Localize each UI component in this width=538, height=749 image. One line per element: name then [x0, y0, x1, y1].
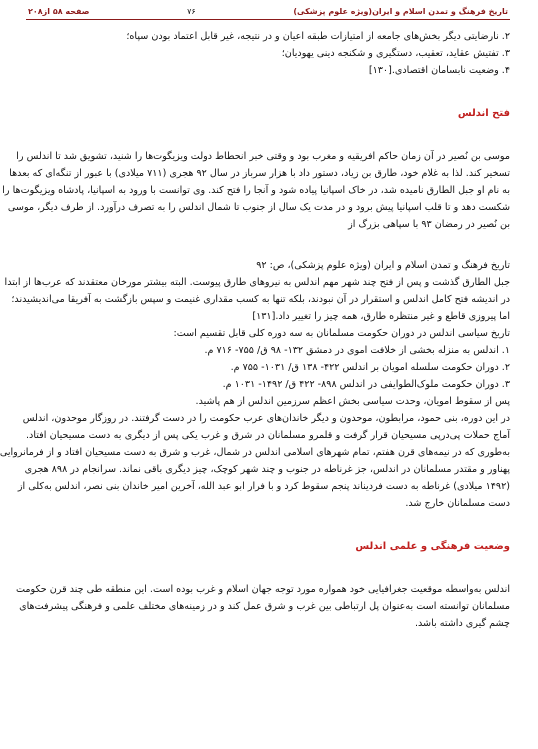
paragraph-line: جبل الطارق گذشت و پس از فتح چند شهر مهم اندلس به نیروهای طارق پیوست. البته بیشتر مورخان معتقدند که عرب‌ها از ابتدا — [4, 277, 510, 288]
paragraph-line: به نام او جبل الطارق نامیده شد، در خاک اسپانیا پیاده شود و آنجا را فتح کند. وی توانست با ورود به اسپانیا، پادشاه ویزیگوت‌ها را — [2, 185, 510, 196]
issue-info: صفحه ۵۸ از۲۰۸ — [28, 7, 90, 16]
paragraph-line: به‌طوری که در نیمه‌های قرن هفتم، تمام شهرهای اسلامی اندلس در شمال، غرب و شرق به دست مسیحیان افتاد و از فرمانروایی — [0, 447, 510, 458]
paragraph-line: آماج حملات پی‌درپی مسیحیان قرار گرفت و قلمرو مسلمانان در شرق و غرب یکی پس از دیگری به دست مسیحیان افتاد. — [26, 430, 510, 441]
source-citation: تاریخ فرهنگ و تمدن اسلام و ایران (ویژه علوم پزشکی)، ص: ۹۲ — [256, 260, 510, 271]
continuation-block — [0, 257, 510, 512]
paragraph-line: مسلمانان توانسته است به‌عنوان پل ارتباطی بین غرب و شرق عمل کند و در زمینه‌های مختلف علمی و فرهنگی پیشرفت‌های — [19, 601, 510, 612]
paragraph-line: در اندیشه فتح کامل اندلس و استقرار در آن نبودند، بلکه تنها به کسب مقداری غنیمت و سپس بازگشت به آفریقا می‌اندیشیدند؛ — [11, 294, 510, 305]
period-item: ۱. اندلس به منزله بخشی از خلافت اموی در دمشق ۱۳۲- ۹۸ ق/ ۷۵۵- ۷۱۶ م. — [204, 345, 510, 356]
paragraph-line: موسی بن نُصیر در آن زمان حاکم افریقیه و مغرب بود و وقتی خبر انحطاط دولت ویزیگوت‌ها را شنید، تشویق شد تا اندلس را — [16, 151, 510, 162]
paragraph-line: تسخیر کند. لذا به غلام خود، طارق بن زیاد، دستور داد با هزار سرباز در سال ۹۲ هجری (۷۱۱ میلادی) با عبور از تنگه‌ای که بعدها — [9, 168, 510, 179]
culture-paragraph — [15, 581, 510, 632]
journal-title: تاریخ فرهنگ و تمدن اسلام و ایران(ویژه علوم پزشکی) — [293, 7, 508, 16]
conquest-paragraph — [2, 148, 510, 233]
paragraph-line: چشم گیری داشته باشد. — [414, 618, 510, 629]
section-heading-culture: وضعیت فرهنگی و علمی اندلس — [355, 541, 510, 552]
period-item: ۳. دوران حکومت ملوک‌الطوایفی در اندلس ۸۹۸- ۴۲۲ ق/ ۱۴۹۲- ۱۰۳۱ م. — [222, 379, 510, 390]
paragraph-line: شکست دهد و تا قلب اسپانیا پیش برود و در مدت یک سال از جنوب تا شمال اندلس را به تصرف درآورد. از طرف دیگر، موسی — [7, 202, 510, 213]
document-body — [0, 28, 510, 632]
page-number: ۷۶ — [187, 7, 196, 16]
paragraph-line: پهناور و مقتدر مسلمانان در اندلس، جز غرناطه در جنوب و چند شهر کوچک، چیز دیگری باقی نماند. سرانجام در ۸۹۸ هجری — [24, 464, 510, 475]
paragraph-line: بن نُصیر در رمضان ۹۳ با سپاهی بزرگ از — [348, 219, 510, 230]
paragraph-line: پس از سقوط امویان، وحدت سیاسی بخش اعظم سرزمین اندلس از هم پاشید. — [195, 396, 510, 407]
cause-list — [26, 28, 510, 79]
list-item: ۳. تفتیش عقاید، تعقیب، دستگیری و شکنجه دینی یهودیان؛ — [281, 48, 510, 59]
list-item: ۲. نارضایتی دیگر بخش‌های جامعه از امتیازات طبقه اعیان و در نتیجه، غیر قابل اعتماد بودن سپاه؛ — [126, 31, 510, 42]
periods-intro: تاریخ سیاسی اندلس در دوران حکومت مسلمانان به سه دوره کلی قابل تقسیم است: — [173, 328, 510, 339]
period-item: ۲. دوران حکومت سلسله امویان بر اندلس ۴۲۲- ۱۳۸ ق/ ۱۰۳۱- ۷۵۵ م. — [230, 362, 510, 373]
section-heading-conquest: فتح اندلس — [457, 108, 510, 119]
paragraph-line: اندلس به‌واسطه موقعیت جغرافیایی خود همواره مورد توجه جهان اسلام و غرب بوده است. این منطقه طی چند قرن حکومت — [15, 584, 510, 595]
list-item: ۴. وضعیت نابسامان اقتصادی.[۱۳۰] — [368, 65, 510, 76]
paragraph-line: (۱۴۹۲ میلادی) غرناطه به دست فردیناند پنجم سقوط کرد و با فرار ابو عبد الله، آخرین امیر خاندان بنی نصر، اندلس به‌کلی از — [17, 481, 510, 492]
running-header — [26, 6, 510, 20]
paragraph-line: دست مسلمانان خارج شد. — [405, 498, 510, 509]
paragraph-line: اما پیروزی قاطع و غیر منتظره طارق، همه چیز را تغییر داد.[۱۳۱] — [252, 311, 510, 322]
paragraph-line: در این دوره، بنی حمود، مرابطون، موحدون و دیگر خاندان‌های عرب حکومت را در دست گرفتند. در روزگار موحدون، اندلس — [22, 413, 510, 424]
